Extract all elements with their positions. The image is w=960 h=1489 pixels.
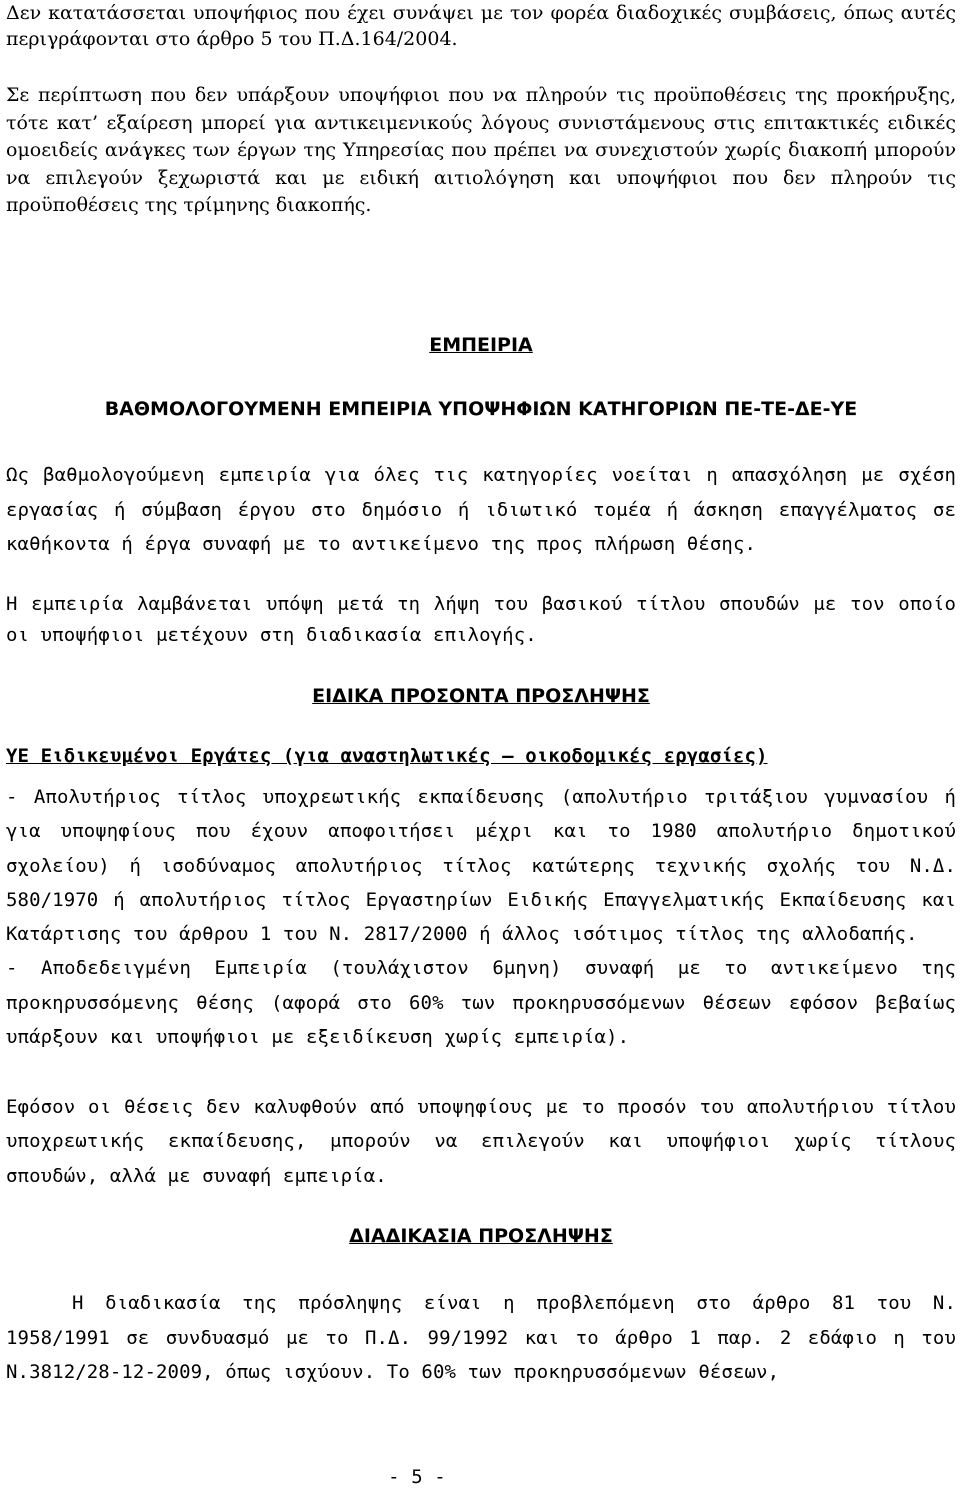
qualifications-list [6,780,956,1054]
qualification-education: - Απολυτήριος τίτλος υποχρεωτικής εκπαίδευσης (απολυτήριο τριτάξιου γυμνασίου ή για υποψηφίους που έχουν αποφοιτήσει μέχρι και το 1980 απολυτήριο δημοτικού σχολείου) ή ισοδύναμος απολυτήριος τίτλος κατώτερης τεχνικής σχολής του Ν.Δ. 580/1970 ή απολυτήριος τίτλος Εργαστηρίων Ειδικής Επαγγελματικής Εκπαίδευσης και Κατάρτισης του άρθρου 1 του Ν. 2817/2000 ή άλλος ισότιμος τίτλος της αλλοδαπής. [6,786,956,946]
heading-scored-experience: ΒΑΘΜΟΛΟΓΟΥΜΕΝΗ ΕΜΠΕΙΡΙΑ ΥΠΟΨΗΦΙΩΝ ΚΑΤΗΓΟΡΙΩΝ ΠΕ-ΤΕ-ΔΕ-ΥΕ [104,398,858,420]
paragraph-exception: Σε περίπτωση που δεν υπάρξουν υποψήφιοι που να πληρούν τις προϋποθέσεις της προκήρυξης, τότε κατ’ εξαίρεση μπορεί για αντικειμενικούς λόγους συνιστάμενους στις επιτακτικές ειδικές ομοειδείς ανάγκες των έργων της Υπηρεσίας που πρέπει να συνεχιστούν χωρίς διακοπή μπορούν να επιλεγούν ξεχωριστά και με ειδική αιτιολόγηση και υποψήφιοι που δεν πληρούν τις προϋποθέσεις της τρίμηνης διακοπής. [6,84,956,216]
heading-experience: ΕΜΠΕΙΡΙΑ [429,334,533,356]
paragraph-scored-experience: Ως βαθμολογούμενη εμπειρία για όλες τις κατηγορίες νοείται η απασχόληση με σχέση εργασίας ή σύμβαση έργου στο δημόσιο ή ιδιωτικό τομέα ή άσκηση επαγγέλματος σε καθήκοντα ή έργα συναφή με το αντικείμενο της προς πλήρωση θέσης. [6,464,956,555]
qualification-experience: - Αποδεδειγμένη Εμπειρία (τουλάχιστον 6μηνη) συναφή με το αντικείμενο της προκηρυσσόμενης θέσης (αφορά στο 60% των προκηρυσσόμενων θέσεων εφόσον βεβαίως υπάρξουν και υποψήφιοι με εξειδίκευση χωρίς εμπειρία). [6,957,956,1049]
page-number: - 5 - [388,1466,446,1488]
paragraph-experience-after-degree: Η εμπειρία λαμβάνεται υπόψη μετά τη λήψη του βασικού τίτλου σπουδών με τον οποίο οι υποψήφιοι μετέχουν στη διαδικασία επιλογής. [6,593,956,646]
heading-specialized-workers: ΥΕ Ειδικευμένοι Εργάτες (για αναστηλωτικές – οικοδομικές εργασίες) [6,745,768,767]
paragraph-successive-contracts: Δεν κατατάσσεται υποψήφιος που έχει συνάψει με τον φορέα διαδοχικές συμβάσεις, όπως αυτές περιγράφονται στο άρθρο 5 του Π.Δ.164/2004. [6,2,956,50]
heading-special-qualifications: ΕΙΔΙΚΑ ΠΡΟΣΟΝΤΑ ΠΡΟΣΛΗΨΗΣ [312,685,650,707]
paragraph-hiring-procedure: Η διαδικασία της πρόσληψης είναι η προβλεπόμενη στο άρθρο 81 του Ν. 1958/1991 σε συνδυασμό με το Π.Δ. 99/1992 και το άρθρο 1 παρ. 2 εδάφιο η του Ν.3812/28-12-2009, όπως ισχύουν. Το 60% των προκηρυσσόμενων θέσεων, [6,1292,956,1383]
paragraph-no-degree: Εφόσον οι θέσεις δεν καλυφθούν από υποψηφίους με το προσόν του απολυτήριου τίτλου υποχρεωτικής εκπαίδευσης, μπορούν να επιλεγούν και υποψήφιοι χωρίς τίτλους σπουδών, αλλά με συναφή εμπειρία. [6,1096,956,1187]
heading-hiring-procedure: ΔΙΑΔΙΚΑΣΙΑ ΠΡΟΣΛΗΨΗΣ [349,1225,613,1247]
